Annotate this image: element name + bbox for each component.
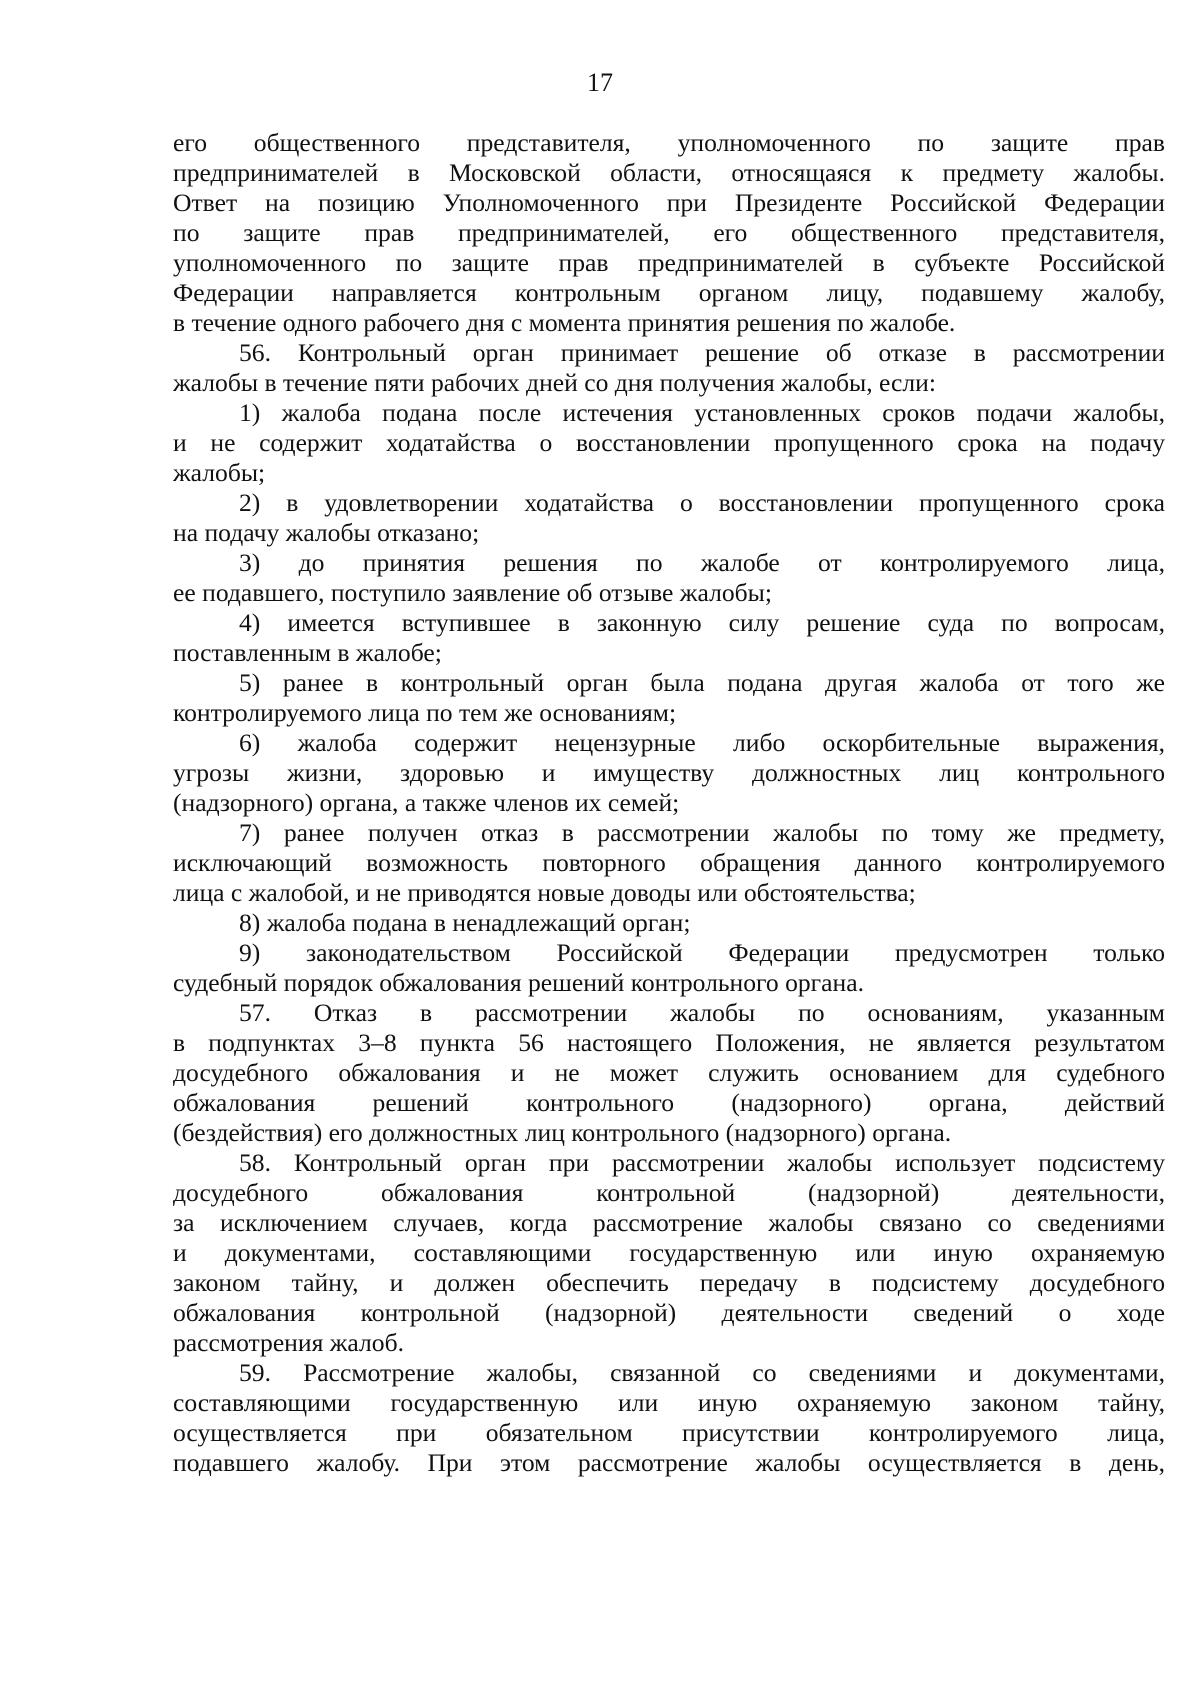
text-line: на подачу жалобы отказано; [173,518,480,547]
text-line: судебный порядок обжалования решений контрольного органа. [173,968,864,997]
text-line: поставленным в жалобе; [173,638,442,667]
text-line: 2) в удовлетворении ходатайства о восстановлении пропущенного срока [239,488,1165,517]
text-line: 7) ранее получен отказ в рассмотрении жалобы по тому же предмету, [239,818,1165,847]
text-line: исключающий возможность повторного обращения данного контролируемого [173,848,1165,877]
text-line: ее подавшего, поступило заявление об отзыве жалобы; [173,578,772,607]
text-line: 59. Рассмотрение жалобы, связанной со сведениями и документами, [239,1358,1165,1387]
text-line: законом тайну, и должен обеспечить передачу в подсистему досудебного [173,1268,1165,1297]
text-line: Ответ на позицию Уполномоченного при Президенте Российской Федерации [173,188,1165,217]
text-line: в подпунктах 3–8 пункта 56 настоящего Положения, не является результатом [173,1028,1165,1057]
text-line: предпринимателей в Московской области, относящаяся к предмету жалобы. [173,158,1165,187]
document-body [173,128,1165,1478]
text-line: (бездействия) его должностных лиц контрольного (надзорного) органа. [173,1118,952,1147]
page-number: 17 [587,68,613,97]
text-line: 9) законодательством Российской Федерации предусмотрен только [239,938,1165,967]
text-line: осуществляется при обязательном присутствии контролируемого лица, [173,1418,1165,1447]
text-line: 4) имеется вступившее в законную силу решение суда по вопросам, [239,608,1165,637]
text-line: 6) жалоба содержит нецензурные либо оскорбительные выражения, [239,728,1165,757]
text-line: и документами, составляющими государственную или иную охраняемую [173,1238,1165,1267]
text-line: 58. Контрольный орган при рассмотрении жалобы использует подсистему [239,1148,1165,1177]
text-line: (надзорного) органа, а также членов их семей; [173,788,680,817]
text-line: досудебного обжалования и не может служить основанием для судебного [173,1058,1165,1087]
text-line: подавшего жалобу. При этом рассмотрение жалобы осуществляется в день, [173,1448,1165,1477]
text-line: 56. Контрольный орган принимает решение об отказе в рассмотрении [239,338,1165,367]
text-line: рассмотрения жалоб. [173,1328,405,1357]
text-line: его общественного представителя, уполномоченного по защите прав [173,128,1165,157]
text-line: составляющими государственную или иную охраняемую законом тайну, [173,1388,1165,1417]
text-line: угрозы жизни, здоровью и имуществу должностных лиц контрольного [173,758,1165,787]
text-line: контролируемого лица по тем же основаниям; [173,698,677,727]
text-line: лица с жалобой, и не приводятся новые доводы или обстоятельства; [173,878,916,907]
text-line: за исключением случаев, когда рассмотрение жалобы связано со сведениями [173,1208,1165,1237]
text-line: обжалования контрольной (надзорной) деятельности сведений о ходе [173,1298,1165,1327]
text-line: по защите прав предпринимателей, его общественного представителя, [173,218,1165,247]
text-line: 5) ранее в контрольный орган была подана другая жалоба от того же [239,668,1165,697]
text-line: уполномоченного по защите прав предпринимателей в субъекте Российской [173,248,1165,277]
text-line: 8) жалоба подана в ненадлежащий орган; [239,908,691,937]
text-line: досудебного обжалования контрольной (надзорной) деятельности, [173,1178,1165,1207]
text-line: обжалования решений контрольного (надзорного) органа, действий [173,1088,1165,1117]
text-line: 57. Отказ в рассмотрении жалобы по основаниям, указанным [239,998,1165,1027]
text-line: жалобы; [173,458,266,487]
text-line: 3) до принятия решения по жалобе от контролируемого лица, [239,548,1165,577]
text-line: Федерации направляется контрольным органом лицу, подавшему жалобу, [173,278,1165,307]
text-line: 1) жалоба подана после истечения установленных сроков подачи жалобы, [239,398,1165,427]
text-line: в течение одного рабочего дня с момента принятия решения по жалобе. [173,308,956,337]
text-line: и не содержит ходатайства о восстановлении пропущенного срока на подачу [173,428,1165,457]
text-line: жалобы в течение пяти рабочих дней со дня получения жалобы, если: [173,368,936,397]
